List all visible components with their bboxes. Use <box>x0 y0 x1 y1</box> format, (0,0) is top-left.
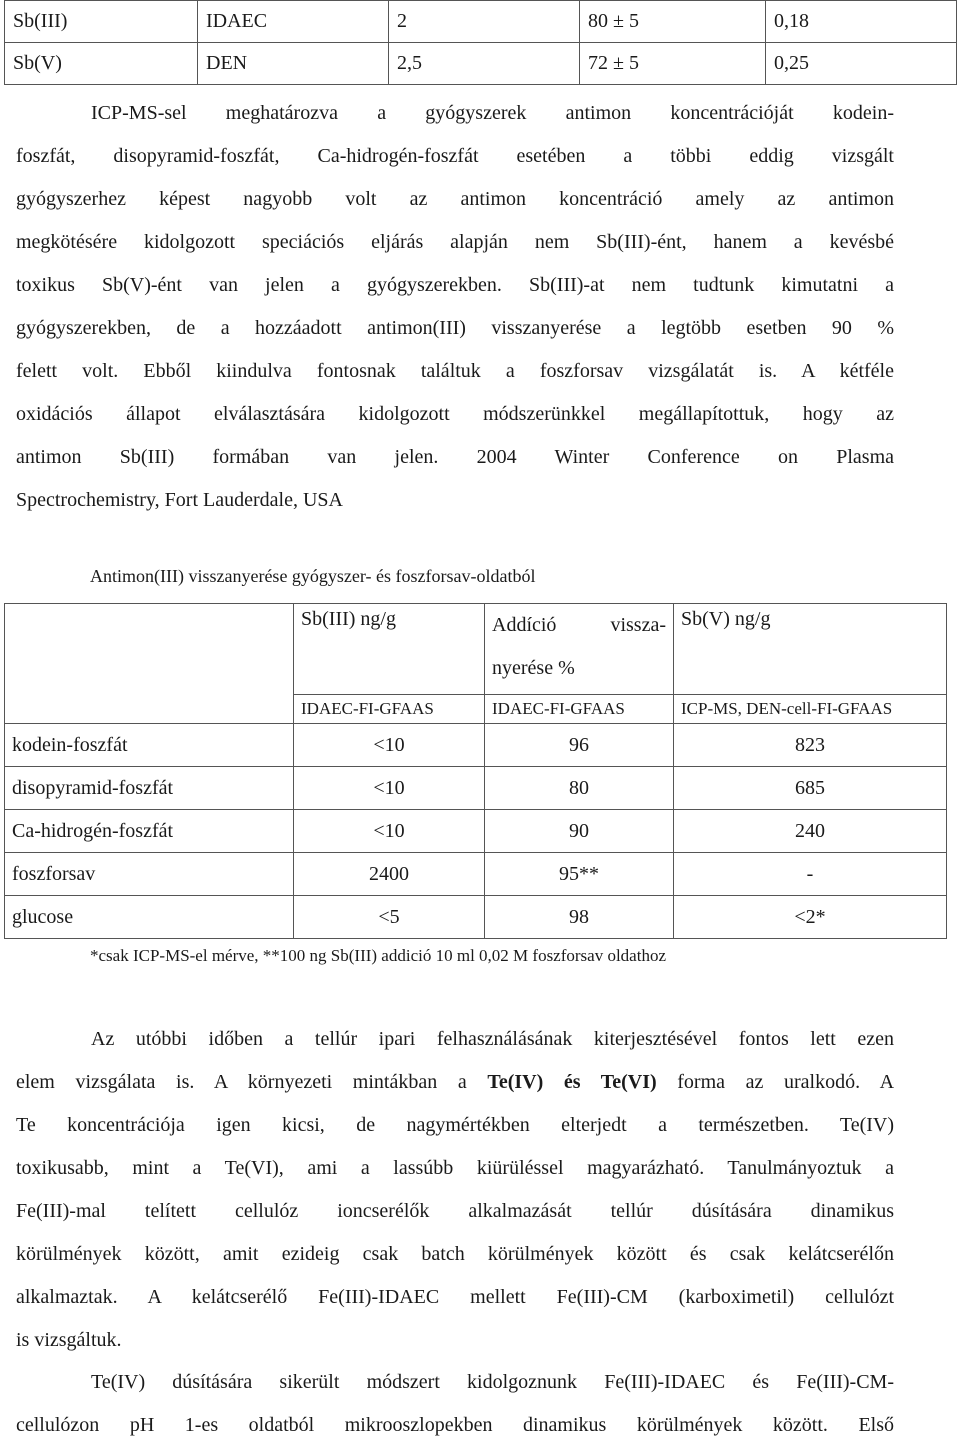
text-line: Te(IV) dúsítására sikerült módszert kidolgoznunk Fe(III)-IDAEC és Fe(III)-CM- <box>91 1371 894 1393</box>
text-line: alkalmaztak. A kelátcserélő Fe(III)-IDAEC mellett Fe(III)-CM (karboximetil) cellulózt <box>16 1286 894 1308</box>
text-line: körülmények között, amit ezideig csak batch körülmények között és csak kelátcserélőn <box>16 1243 894 1265</box>
cell-sb3: <10 <box>294 810 485 853</box>
table-row <box>5 896 947 939</box>
table-row <box>5 43 957 85</box>
table-cell: IDAEC <box>198 1 389 43</box>
table-footnote: *csak ICP-MS-el mérve, **100 ng Sb(III) addició 10 ml 0,02 M foszforsav oldathoz <box>90 946 666 965</box>
cell-sb3: <10 <box>294 724 485 767</box>
table-cell: 2,5 <box>389 43 580 85</box>
text-line: toxikus Sb(V)-ént van jelen a gyógyszerekben. Sb(III)-at nem tudtunk kimutatni a <box>16 274 894 296</box>
cell-sb5: <2* <box>674 896 947 939</box>
table-cell: DEN <box>198 43 389 85</box>
text-line: Az utóbbi időben a tellúr ipari felhasználásának kiterjesztésével fontos lett ezen <box>91 1028 894 1050</box>
cell-sb3: <5 <box>294 896 485 939</box>
cell-sb5: - <box>674 853 947 896</box>
table-cell: 80 ± 5 <box>580 1 766 43</box>
table-cell: Sb(V) <box>5 43 198 85</box>
text-line: gyógyszerekben, de a hozzáadott antimon(III) visszanyerése a legtöbb esetben 90 % <box>16 317 894 339</box>
text-line: gyógyszerhez képest nagyobb volt az antimon koncentráció amely az antimon <box>16 188 894 210</box>
row-name: glucose <box>5 896 294 939</box>
cell-sb3: <10 <box>294 767 485 810</box>
text-line: Fe(III)-mal telített cellulóz ioncserélők alkalmazását tellúr dúsítására dinamikus <box>16 1200 894 1222</box>
top-table <box>4 0 957 85</box>
row-name: disopyramid-foszfát <box>5 767 294 810</box>
cell-recovery: 90 <box>485 810 674 853</box>
cell-recovery: 96 <box>485 724 674 767</box>
method-cell: IDAEC-FI-GFAAS <box>294 695 485 724</box>
text-line: cellulózon pH 1-es oldatból mikrooszlopekben dinamikus körülmények között. Első <box>16 1414 894 1436</box>
table-row <box>5 1 957 43</box>
bold-text: Te(IV) és Te(VI) <box>487 1071 657 1093</box>
recovery-table <box>4 603 947 939</box>
text-line: Te koncentrációja igen kicsi, de nagymértékben elterjedt a természetben. Te(IV) <box>16 1114 894 1136</box>
table-cell: 0,18 <box>766 1 957 43</box>
table-row <box>5 810 947 853</box>
cell-recovery: 95** <box>485 853 674 896</box>
table-cell-empty <box>5 604 294 724</box>
table-row <box>5 767 947 810</box>
text-line: foszfát, disopyramid-foszfát, Ca-hidrogén-foszfát esetében a többi eddig vizsgált <box>16 145 894 167</box>
header-line: nyerése % <box>492 657 575 679</box>
row-name: kodein-foszfát <box>5 724 294 767</box>
cell-sb5: 685 <box>674 767 947 810</box>
text-line: felett volt. Ebből kiindulva fontosnak találtuk a foszforsav vizsgálatát is. A kétféle <box>16 360 894 382</box>
method-cell: IDAEC-FI-GFAAS <box>485 695 674 724</box>
row-name: foszforsav <box>5 853 294 896</box>
table-row <box>5 724 947 767</box>
cell-sb3: 2400 <box>294 853 485 896</box>
text-span: forma az uralkodó. A <box>656 1071 894 1093</box>
column-header-recovery <box>485 604 674 695</box>
cell-sb5: 823 <box>674 724 947 767</box>
table-cell: 2 <box>389 1 580 43</box>
cell-sb5: 240 <box>674 810 947 853</box>
table-cell: 72 ± 5 <box>580 43 766 85</box>
text-line: ICP-MS-sel meghatározva a gyógyszerek antimon koncentrációját kodein- <box>91 102 894 124</box>
method-cell: ICP-MS, DEN-cell-FI-GFAAS <box>674 695 947 724</box>
text-line: Spectrochemistry, Fort Lauderdale, USA <box>16 489 343 511</box>
header-line: Addíció vissza- <box>492 614 666 636</box>
table-cell: Sb(III) <box>5 1 198 43</box>
text-line: megkötésére kidolgozott speciációs eljárás alapján nem Sb(III)-ént, hanem a kevésbé <box>16 231 894 253</box>
table-cell: 0,25 <box>766 43 957 85</box>
column-header-sb3: Sb(III) ng/g <box>294 604 485 695</box>
row-name: Ca-hidrogén-foszfát <box>5 810 294 853</box>
cell-recovery: 98 <box>485 896 674 939</box>
text-span: elem vizsgálata is. A környezeti mintákban a <box>16 1071 488 1093</box>
table-caption: Antimon(III) visszanyerése gyógyszer- és foszforsav-oldatból <box>90 566 536 586</box>
table-row <box>5 853 947 896</box>
text-line: antimon Sb(III) formában van jelen. 2004 Winter Conference on Plasma <box>16 446 894 468</box>
cell-recovery: 80 <box>485 767 674 810</box>
text-line: is vizsgáltuk. <box>16 1329 122 1351</box>
column-header-sb5: Sb(V) ng/g <box>674 604 947 695</box>
text-line <box>16 1061 894 1104</box>
text-line: toxikusabb, mint a Te(VI), ami a lassúbb kiürüléssel magyarázható. Tanulmányoztuk a <box>16 1157 894 1179</box>
text-line: oxidációs állapot elválasztására kidolgozott módszerünkkel megállapítottuk, hogy az <box>16 403 894 425</box>
table-header-row <box>5 604 947 695</box>
